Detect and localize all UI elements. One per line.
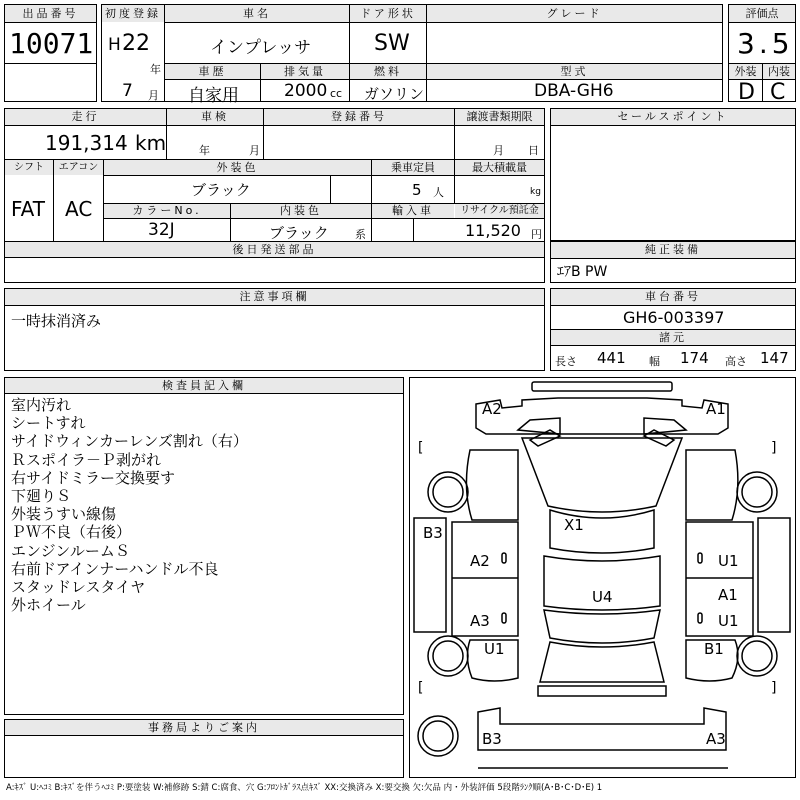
inspector-note: シートすれ xyxy=(11,414,86,433)
first-registration-box xyxy=(101,4,723,106)
genuine-equipment-label: 純正装備 xyxy=(551,242,795,258)
grade-label: グレード xyxy=(427,5,722,22)
car-diagram xyxy=(409,377,796,778)
mark-front-right: A1 xyxy=(706,400,726,418)
mark-hood: X1 xyxy=(564,516,584,534)
exterior-label: 外装 xyxy=(729,64,762,79)
sales-point-box xyxy=(550,108,796,241)
caution-text: 一時抹消済み xyxy=(11,312,102,330)
first-reg-label: 初度登録 xyxy=(102,5,164,22)
chassis-label: 車台番号 xyxy=(551,289,795,305)
model: DBA-GH6 xyxy=(534,81,614,101)
mileage-label: 走行 xyxy=(5,109,166,125)
length: 441 xyxy=(597,349,626,367)
inspector-note: 外ホイール xyxy=(11,596,86,615)
inspector-note: ＰＷ不良（右後） xyxy=(11,523,132,542)
transfer-doc-label: 譲渡書類期限 xyxy=(455,109,544,125)
inspector-note: エンジンルームＳ xyxy=(11,541,130,560)
front-bumper xyxy=(532,382,672,391)
inspector-note: スタッドレスタイヤ xyxy=(11,578,146,597)
capacity: 5 xyxy=(412,181,422,199)
genuine-equipment: ｴｱB PW xyxy=(557,264,608,280)
interior-grade: C xyxy=(770,80,786,105)
fuel-label: 燃料 xyxy=(350,64,426,79)
later-parts-label: 後日発送部品 xyxy=(5,242,544,257)
displacement-label: 排気量 xyxy=(261,64,349,79)
car-history: 自家用 xyxy=(188,86,239,106)
fuel: ガソリン xyxy=(364,85,425,103)
ac-type: AC xyxy=(65,197,93,221)
caution-label: 注意事項欄 xyxy=(5,289,544,305)
mark-left-front-door: A2 xyxy=(470,552,490,570)
month-unit: 月 xyxy=(148,89,159,102)
length-label: 長さ xyxy=(555,355,577,368)
displacement-unit: cc xyxy=(330,87,343,100)
car-name: インプレッサ xyxy=(210,38,312,58)
lot-number-label: 出品番号 xyxy=(5,5,96,22)
transfer-day-unit: 日 xyxy=(528,144,539,157)
mark-front-left: A2 xyxy=(482,400,502,418)
mark-right-rear-fender: B1 xyxy=(704,640,724,658)
lot-number-box xyxy=(4,4,97,102)
chassis-number: GH6-003397 xyxy=(623,308,725,327)
trunk xyxy=(540,642,664,682)
max-load-label: 最大積載量 xyxy=(455,160,544,175)
door-label: ドア形状 xyxy=(350,5,426,22)
mileage-unit: km xyxy=(135,131,167,155)
interior-color-label: 内装色 xyxy=(231,204,371,218)
body-color-label: 外装色 xyxy=(104,160,371,175)
front-left-wheel xyxy=(428,472,468,512)
inspector-notes-label: 検査員記入欄 xyxy=(5,378,403,393)
caution-box xyxy=(4,288,545,371)
color-no-label: カラーNo. xyxy=(104,204,230,218)
inspector-note: サイドウィンカーレンズ割れ（右） xyxy=(11,432,248,451)
mark-left-rear-fender: U1 xyxy=(484,640,505,658)
inspector-note: 外装うすい線傷 xyxy=(11,505,117,524)
svg-text:[: [ xyxy=(416,440,425,456)
interior-label: 内装 xyxy=(763,64,795,79)
mark-left-rear-door: A3 xyxy=(470,612,490,630)
mark-right-front-door: U1 xyxy=(718,552,739,570)
inspector-note: 下廻りＳ xyxy=(11,487,72,506)
mark-roof: U4 xyxy=(592,588,613,606)
body-color: ブラック xyxy=(191,181,251,199)
inspection-label: 車検 xyxy=(167,109,263,125)
genuine-equipment-box xyxy=(550,241,796,283)
import-label: 輸入車 xyxy=(372,204,454,218)
year-unit: 年 xyxy=(150,63,161,76)
svg-text:[: [ xyxy=(416,680,425,696)
mark-left-panel: B3 xyxy=(423,524,443,542)
exterior-grade: D xyxy=(738,80,755,105)
ac-label: エアコン xyxy=(54,160,103,175)
model-label: 型式 xyxy=(427,64,722,79)
inspector-note: 右前ドアインナーハンドル不良 xyxy=(11,559,219,578)
inspector-notes-box xyxy=(4,377,404,715)
width: 174 xyxy=(680,349,709,367)
hood xyxy=(522,438,682,512)
mark-right-rear-door: A1 xyxy=(718,586,738,604)
recycle-fee: 11,520 xyxy=(465,221,521,240)
mileage: 191,314 xyxy=(45,131,128,155)
shift-type: FAT xyxy=(11,197,46,221)
overall-score: 3.5 xyxy=(737,27,794,60)
mark-rear-right: A3 xyxy=(706,730,726,748)
registration-month: 7 xyxy=(122,81,133,101)
office-notes-label: 事務局よりご案内 xyxy=(5,720,403,735)
svg-text:]: ] xyxy=(770,440,779,456)
inspection-month-unit: 月 xyxy=(249,144,260,157)
displacement: 2000 xyxy=(284,81,328,101)
lot-number: 10071 xyxy=(9,27,94,60)
mark-rear-left: B3 xyxy=(482,730,502,748)
transfer-month-unit: 月 xyxy=(493,144,504,157)
legend: A:ｷｽﾞ U:ﾍｺﾐ B:ｷｽﾞを伴うﾍｺﾐ P:要塗装 W:補修跡 S:錆 C:腐食、穴 G:ﾌﾛﾝﾄｶﾞﾗｽ点ｷｽﾞ XX:交換済み X:要交換 欠:欠品 内・外装評価 5段階ﾗﾝｸ順(A･B･C･D･E) 1 xyxy=(6,783,603,793)
door-type: SW xyxy=(374,31,410,56)
interior-color-unit: 系 xyxy=(355,228,366,241)
mark-right-rear-door-2: U1 xyxy=(718,612,739,630)
width-label: 幅 xyxy=(649,355,660,368)
recycle-label: リサイクル預託金 xyxy=(455,204,544,218)
interior-color: ブラック xyxy=(269,224,329,242)
height-label: 高さ xyxy=(725,355,747,368)
inspection-year-unit: 年 xyxy=(199,144,210,157)
registration-year: 22 xyxy=(122,31,150,56)
car-diagram-drawing xyxy=(410,378,795,777)
reg-number-label: 登録番号 xyxy=(264,109,454,125)
right-rear-panel xyxy=(758,518,790,632)
spare-wheel xyxy=(418,716,458,756)
height: 147 xyxy=(760,349,789,367)
details-box xyxy=(4,108,545,283)
score-box xyxy=(728,4,796,105)
rear-right-wheel xyxy=(737,636,777,676)
svg-text:]: ] xyxy=(770,680,779,696)
inspector-note: 右サイドミラー交換要す xyxy=(11,468,175,487)
color-number: 32J xyxy=(148,220,175,240)
shift-label: シフト xyxy=(5,160,53,175)
max-load-unit: kg xyxy=(530,187,541,197)
dims-label: 諸元 xyxy=(551,330,795,345)
inspector-note: 室内汚れ xyxy=(11,396,72,414)
recycle-unit: 円 xyxy=(531,228,542,241)
office-notes-box xyxy=(4,719,404,778)
chassis-box xyxy=(550,288,796,371)
inspector-notes-list xyxy=(11,396,248,614)
era: H xyxy=(108,35,121,55)
capacity-label: 乗車定員 xyxy=(372,160,454,175)
front-right-wheel xyxy=(737,472,777,512)
car-name-label: 車名 xyxy=(165,5,349,22)
rear-bumper xyxy=(478,708,726,750)
front-body xyxy=(476,398,728,434)
sales-point-label: セールスポイント xyxy=(551,109,795,125)
rear-left-wheel xyxy=(428,636,468,676)
capacity-unit: 人 xyxy=(433,186,444,199)
inspector-note: Ｒスポイラ－Ｐ剥がれ xyxy=(11,450,162,469)
history-label: 車歴 xyxy=(165,64,260,79)
score-label: 評価点 xyxy=(729,5,795,22)
